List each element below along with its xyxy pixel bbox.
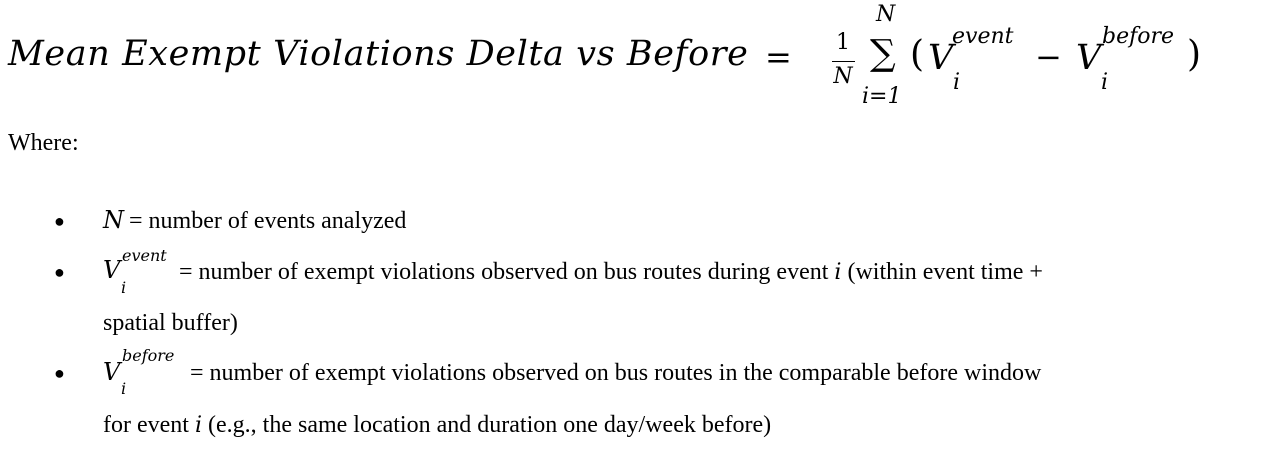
close-paren: ) [1187, 34, 1202, 75]
bullet-icon: ● [54, 363, 65, 383]
formula-lhs: Mean Exempt Violations Delta vs Before [8, 34, 749, 74]
inline-variable-i: i [194, 413, 203, 438]
fraction-numerator: 1 [836, 30, 850, 55]
symbol-subscript: i [121, 379, 127, 398]
term2-subscript: i [1101, 70, 1109, 95]
minus-sign: − [1035, 38, 1062, 76]
formula [0, 0, 1265, 120]
fraction-denominator: N [833, 64, 853, 89]
definition-text-part: (within event time + [847, 259, 1043, 285]
bullet-icon: ● [54, 211, 65, 231]
symbol-v: V [103, 256, 121, 284]
definition-text-continued: spatial buffer) [103, 310, 238, 336]
term1-variable: V [928, 38, 954, 78]
sum-upper-limit: N [876, 2, 896, 27]
term1-superscript: event [952, 24, 1014, 49]
symbol-superscript: before [122, 346, 175, 365]
definition-text-continued [103, 410, 771, 441]
symbol-v: V [103, 358, 121, 386]
equals-sign: = [765, 38, 792, 76]
fraction-bar [832, 61, 855, 62]
symbol-n: N [103, 206, 124, 234]
term2-superscript: before [1102, 24, 1175, 49]
where-label: Where: [8, 130, 79, 156]
summation-sign: ∑ [870, 33, 896, 74]
definition-text: = number of exempt violations observed on bus routes in the comparable before window [190, 360, 1042, 386]
term2-variable: V [1076, 38, 1102, 78]
fraction [830, 30, 856, 94]
definition-text [179, 257, 1043, 288]
definition-text-part: for event [103, 412, 189, 438]
definition-text-part: (e.g., the same location and duration one day/week before) [208, 412, 772, 438]
open-paren: ( [910, 34, 925, 75]
symbol-superscript: event [122, 246, 167, 265]
bullet-icon: ● [54, 262, 65, 282]
symbol-subscript: i [121, 278, 127, 297]
definition-text-part: = number of exempt violations observed on bus routes during event [179, 259, 829, 285]
sum-lower-limit: i=1 [862, 84, 902, 109]
term1-subscript: i [953, 70, 961, 95]
definition-text: = number of events analyzed [129, 208, 407, 234]
inline-variable-i: i [834, 260, 842, 285]
